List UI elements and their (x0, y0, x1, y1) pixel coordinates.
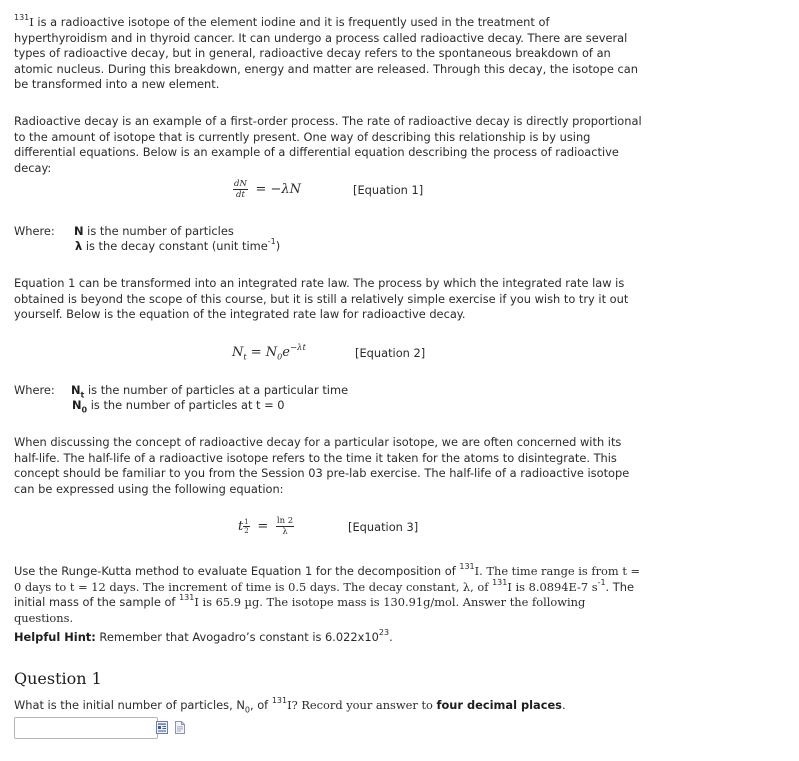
equation-1-label: [Equation 1] (353, 183, 424, 197)
where-n-definition: N is the number of particles (74, 224, 234, 238)
where-label: Where: (14, 224, 55, 238)
where-n0-definition: $N_0$ is the number of particles at t = 0 (72, 398, 285, 415)
question-title: Question 1 (14, 669, 102, 688)
intro-paragraph: $^{131}$I is a radioactive isotope of the element iodine and it is frequently used in the treatment of hyperthyroidism and in thyroid cancer. It can undergo a process called radioactive decay. There are several types of radioactive decay, but in general, radioactive decay refers to the spontaneous breakdown of an atomic nucleus. During this breakdown, energy and matter are released. Through this decay, the isotope can be transformed into a new element. (14, 13, 638, 91)
equation-3-label: [Equation 3] (348, 520, 419, 534)
derivative-fraction: $\frac{dN}{dt}$ (234, 179, 247, 200)
helpful-hint: Helpful Hint: Remember that Avogadro’s constant is $6.022x10^{23}$. (14, 628, 393, 644)
integrated-rate-paragraph: Equation 1 can be transformed into an integrated rate law. The process by which the integrated rate law is obtained is beyond the scope of this course, but it is still a relatively simple exercise if you wish to try it out yourself. Below is the equation of the integrated rate law for radioactive decay. (14, 276, 629, 321)
where-label-2: Where: (14, 383, 55, 397)
equation-editor-icon[interactable] (156, 721, 168, 734)
answer-input[interactable] (14, 717, 158, 739)
first-order-paragraph: Radioactive decay is an example of a first-order process. The rate of radioactive decay is directly proportional to the amount of isotope that is currently present. One way of describing this relationship is by using differential equations. Below is an example of a differential equation describing the process of radioactive decay: (14, 114, 642, 175)
half-life-paragraph: When discussing the concept of radioactive decay for a particular isotope, we are often concerned with its half-life. The half-life of a radioactive isotope refers to the time it taken for the atoms to disintegrate. This concept should be familiar to you from the Session 03 pre-lab exercise. The half-life of a radioactive isotope can be expressed using the following equation: (14, 435, 630, 496)
half-subscript: $\frac{1}{2}$ (244, 518, 249, 535)
equation-2: $N_t = N_0e^{-\lambda t}$ (232, 342, 306, 362)
where-nt-definition: $N_t$ is the number of particles at a particular time (71, 383, 349, 400)
ln2-over-lambda: $\frac{\ln 2}{\lambda}$ (276, 516, 294, 537)
equation-2-label: [Equation 2] (355, 346, 426, 360)
isotope-mass-number: 131 (14, 13, 30, 23)
equation-1: $\frac{dN}{dt}$ = −λN (234, 179, 302, 200)
runge-kutta-paragraph: Use the Runge-Kutta method to evaluate Equation 1 for the decomposition of $^{131}$I. The time range is from t = 0 days to t = 12 days. The increment of time is 0.5 days. The decay constant, λ, of $^{131}$I is 8.0894E-7 $s^{-1}$. The initial mass of the sample of $^{131}$I is 65.9 µg. The isotope mass is 130.91g/mol. Answer the following questions. (14, 562, 641, 625)
equation-3: t $\frac{1}{2}$ = $\frac{\ln 2}{\lambda}$ (238, 516, 294, 537)
document-icon[interactable] (174, 721, 186, 734)
question-prompt: What is the initial number of particles, $N_0$, of $^{131}$I? Record your answer to four decimal places. (14, 696, 566, 715)
where-lambda-definition: λ is the decay constant (unit time$^{-1}$) (75, 237, 281, 253)
